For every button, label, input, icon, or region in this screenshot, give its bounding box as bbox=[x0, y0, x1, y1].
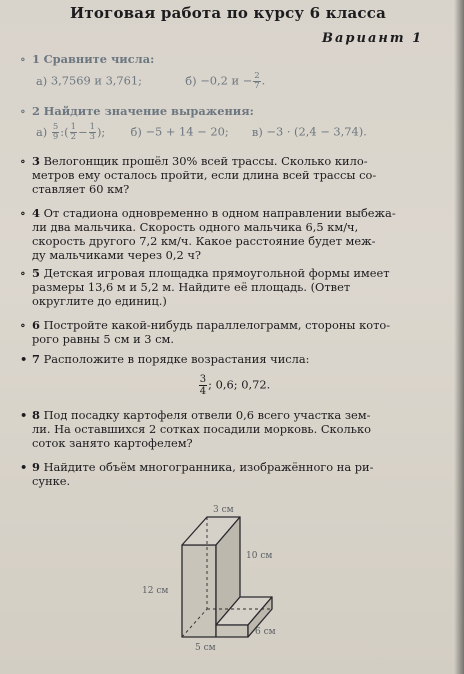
part-a-expression: $\frac{5}{9}$ :( $\frac{1}{2}$ − $\frac{1}{3}$ ); bbox=[52, 122, 106, 142]
task-line: От стадиона одновременно в одном направлении выбежа- bbox=[43, 206, 396, 220]
task-line: Найдите объём многогранника, изображённого на ри- bbox=[43, 460, 374, 474]
task-line: округлите до единиц.) bbox=[32, 294, 167, 308]
task-bullet: ∘ bbox=[20, 52, 26, 66]
base-front-face bbox=[216, 625, 248, 637]
part-a-label: а) bbox=[36, 73, 48, 88]
task-bullet: • bbox=[20, 352, 28, 366]
task-line: Под посадку картофеля отвели 0,6 всего участка зем- bbox=[43, 408, 371, 422]
task-number: 4 bbox=[32, 206, 40, 220]
task-line: рого равны 5 см и 3 см. bbox=[32, 332, 175, 346]
task-number: 2 bbox=[32, 104, 40, 118]
task-text: Расположите в порядке возрастания числа: bbox=[43, 352, 310, 366]
task-bullet: ∘ bbox=[20, 154, 26, 168]
worksheet-title: Итоговая работа по курсу 6 класса bbox=[69, 4, 387, 22]
part-b-text: −5 + 14 − 20; bbox=[145, 124, 229, 139]
task-line: сунке. bbox=[32, 474, 71, 488]
part-b-label: б) bbox=[185, 73, 197, 88]
task-line: метров ему осталось пройти, если длина всей трассы со- bbox=[32, 168, 377, 182]
task-bullet: ∘ bbox=[20, 104, 26, 118]
task-text: Найдите значение выражения: bbox=[43, 104, 254, 118]
task-line: Велогонщик прошёл 30% всей трассы. Сколько кило- bbox=[43, 154, 368, 168]
task-number: 8 bbox=[32, 408, 40, 422]
variant-label: Вариант 1 bbox=[322, 31, 424, 46]
task-line: ли два мальчика. Скорость одного мальчика 6,5 км/ч, bbox=[32, 220, 359, 234]
task-text: Сравните числа: bbox=[43, 52, 155, 66]
base-depth-label: 6 см bbox=[255, 627, 276, 637]
numbers-to-order: $\frac{3}{4}$ ; 0,6; 0,72. bbox=[199, 374, 271, 397]
task-number: 1 bbox=[32, 52, 40, 66]
base-width-label: 5 см bbox=[195, 643, 216, 653]
part-c-text: −3 · (2,4 − 3,74). bbox=[266, 124, 367, 139]
task-bullet: ∘ bbox=[20, 266, 26, 280]
task-bullet: ∘ bbox=[20, 318, 26, 332]
part-a-text: 3,7569 и 3,761; bbox=[50, 73, 143, 88]
task-line: ду мальчиками через 0,2 ч? bbox=[32, 248, 202, 262]
task-line: Постройте какой-нибудь параллелограмм, стороны кото- bbox=[43, 318, 391, 332]
task-1: ∘ 1 Сравните числа: а) 3,7569 и 3,761; б) −0,2 и − $\frac{2}{7}$ . bbox=[20, 52, 266, 91]
top-width-label: 3 см bbox=[213, 505, 234, 515]
part-b-text: −0,2 и − bbox=[200, 73, 253, 88]
part-a-label: а) bbox=[36, 124, 48, 139]
task-number: 7 bbox=[32, 352, 40, 366]
task-bullet: ∘ bbox=[20, 206, 26, 220]
task-line: соток занято картофелем? bbox=[32, 436, 193, 450]
task-line: размеры 13,6 м и 5,2 м. Найдите её площадь. (Ответ bbox=[32, 280, 351, 294]
task-bullet: • bbox=[20, 460, 28, 474]
task-number: 9 bbox=[32, 460, 40, 474]
task-number: 6 bbox=[32, 318, 40, 332]
part-c-label: в) bbox=[251, 124, 263, 139]
upper-height-label: 10 см bbox=[246, 551, 273, 561]
task-line: ставляет 60 км? bbox=[32, 182, 130, 196]
task-line: Детская игровая площадка прямоугольной формы имеет bbox=[43, 266, 390, 280]
task-line: скорость другого 7,2 км/ч. Какое расстояние будет меж- bbox=[32, 234, 376, 248]
task-number: 3 bbox=[32, 154, 40, 168]
part-b-label: б) bbox=[130, 124, 142, 139]
total-height-label: 12 см bbox=[142, 586, 169, 596]
upper-block-front-face bbox=[182, 545, 216, 637]
task-line: ли. На оставшихся 2 сотках посадили морковь. Сколько bbox=[32, 422, 371, 436]
task-bullet: • bbox=[20, 408, 28, 422]
fraction: $\frac{2}{7}$ bbox=[254, 71, 260, 91]
task-number: 5 bbox=[32, 266, 40, 280]
